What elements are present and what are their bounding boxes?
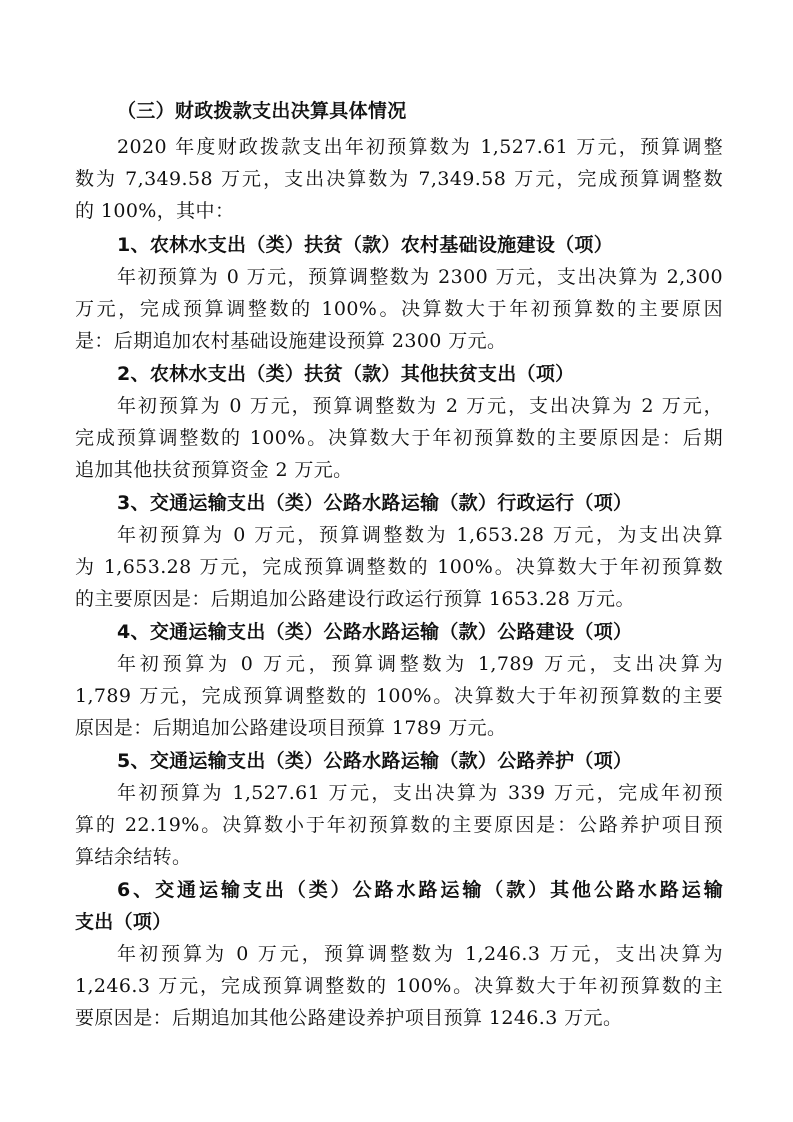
item-body-line: 完成预算调整数的 100%。决算数大于年初预算数的主要原因是：后期 bbox=[75, 427, 723, 449]
item-heading: 4、交通运输支出（类）公路水路运输（款）公路建设（项） bbox=[117, 621, 633, 643]
item-heading: 2、农林水支出（类）扶贫（款）其他扶贫支出（项） bbox=[117, 363, 575, 385]
item-body-line: 要原因是：后期追加其他公路建设养护项目预算 1246.3 万元。 bbox=[75, 1007, 623, 1029]
item-body-line: 的主要原因是：后期追加公路建设行政运行预算 1653.28 万元。 bbox=[75, 588, 635, 610]
item-body-line: 年初预算为 0 万元，预算调整数为 1,246.3 万元，支出决算为 bbox=[117, 943, 723, 965]
item-body-line: 年初预算为 0 万元，预算调整数为 1,653.28 万元，为支出决算 bbox=[117, 524, 723, 546]
intro-line: 的 100%，其中： bbox=[75, 200, 235, 222]
item-body-line: 算的 22.19%。决算数小于年初预算数的主要原因是：公路养护项目预 bbox=[75, 814, 723, 836]
item-body-line: 追加其他扶贫预算资金 2 万元。 bbox=[75, 459, 353, 481]
item-body-line: 万元，完成预算调整数的 100%。决算数大于年初预算数的主要原因 bbox=[75, 298, 723, 320]
item-heading: 支出（项） bbox=[75, 911, 172, 933]
item-body-line: 原因是：后期追加公路建设项目预算 1789 万元。 bbox=[75, 717, 507, 739]
item-body-line: 1,246.3 万元，完成预算调整数的 100%。决算数大于年初预算数的主 bbox=[75, 975, 723, 997]
item-body-line: 为 1,653.28 万元，完成预算调整数的 100%。决算数大于年初预算数 bbox=[75, 556, 723, 578]
item-body-line: 1,789 万元，完成预算调整数的 100%。决算数大于年初预算数的主要 bbox=[75, 685, 723, 707]
intro-line: 2020 年度财政拨款支出年初预算数为 1,527.61 万元，预算调整 bbox=[117, 136, 723, 158]
item-body-line: 算结余结转。 bbox=[75, 846, 192, 868]
item-body-line: 年初预算为 0 万元，预算调整数为 2300 万元，支出决算为 2,300 bbox=[117, 266, 723, 288]
item-heading: 6、交通运输支出（类）公路水路运输（款）其他公路水路运输 bbox=[117, 879, 723, 901]
intro-line: 数为 7,349.58 万元，支出决算数为 7,349.58 万元，完成预算调整数 bbox=[75, 168, 723, 190]
item-body-line: 年初预算为 0 万元，预算调整数为 1,789 万元，支出决算为 bbox=[117, 653, 723, 675]
item-heading: 3、交通运输支出（类）公路水路运输（款）行政运行（项） bbox=[117, 492, 633, 514]
item-body-line: 年初预算为 1,527.61 万元，支出决算为 339 万元，完成年初预 bbox=[117, 782, 723, 804]
item-heading: 5、交通运输支出（类）公路水路运输（款）公路养护（项） bbox=[117, 750, 633, 772]
section-heading: （三）财政拨款支出决算具体情况 bbox=[117, 100, 407, 122]
item-heading: 1、农林水支出（类）扶贫（款）农村基础设施建设（项） bbox=[117, 234, 614, 256]
item-body-line: 是：后期追加农村基础设施建设预算 2300 万元。 bbox=[75, 330, 507, 352]
item-body-line: 年初预算为 0 万元，预算调整数为 2 万元，支出决算为 2 万元， bbox=[117, 395, 723, 417]
